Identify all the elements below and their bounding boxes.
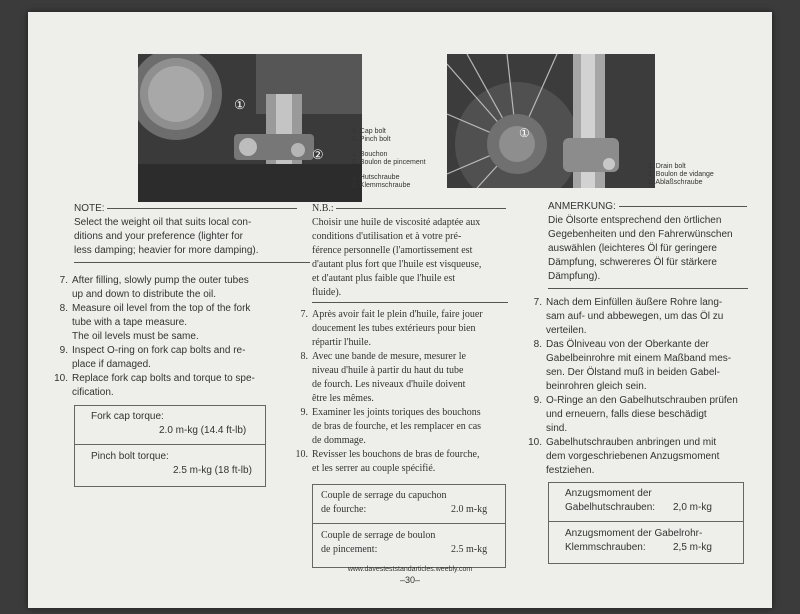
step-line: cification.	[72, 387, 114, 398]
torque-value: 2,0 m-kg	[673, 502, 712, 513]
step-8	[50, 302, 320, 346]
step-line: festziehen.	[546, 465, 595, 476]
step-10	[524, 436, 764, 478]
step-line: sen. Der Ölstand muß in beiden Gabel-	[546, 367, 720, 378]
step-number: 8.	[300, 351, 308, 362]
left-legend-de-1: 1. Hutschraube	[352, 174, 400, 181]
torque-label: Fork cap torque:	[91, 411, 164, 422]
fork-cap-illustration	[138, 54, 362, 202]
wheel-hub-illustration	[447, 54, 655, 188]
torque-label: Klemmschrauben:	[565, 542, 646, 553]
callout-2: ②	[312, 147, 324, 162]
step-line: Nach dem Einfüllen äußere Rohre lang-	[546, 297, 723, 308]
note-heading	[548, 200, 758, 214]
step-line: Revisser les bouchons de bras de fourche,	[312, 449, 480, 460]
note-line: Dämpfung, schwereres Öl für stärkere	[548, 257, 717, 268]
page-number: –30–	[399, 575, 421, 585]
step-9	[524, 394, 764, 436]
step-line: The oil levels must be same.	[72, 331, 199, 342]
left-legend-fr-2: 2. Boulon de pincement	[352, 159, 426, 166]
torque-divider	[549, 521, 743, 522]
step-number: 10.	[528, 437, 542, 448]
step-line: répartir l'huile.	[312, 337, 371, 348]
step-line: After filling, slowly pump the outer tubes	[72, 275, 249, 286]
step-line: und erneuern, falls diese beschädigt	[546, 409, 707, 420]
left-legend-de-2: 2. Klemmschraube	[352, 182, 411, 189]
torque-box	[312, 484, 506, 568]
step-line: sam auf- und abbewegen, um das Öl zu	[546, 311, 724, 322]
callout-1: ①	[519, 126, 530, 140]
torque-label: de pincement:	[321, 544, 378, 555]
step-line: Measure oil level from the top of the fork	[72, 303, 251, 314]
note-line: Select the weight oil that suits local con-	[74, 217, 252, 228]
right-legend-en: 1. Drain bolt	[648, 163, 686, 170]
step-number: 8.	[59, 303, 68, 314]
torque-value: 2,5 m-kg	[673, 542, 712, 553]
torque-label: Anzugsmoment der	[565, 488, 652, 499]
note-rule	[619, 206, 747, 207]
torque-label: Anzugsmoment der Gabelrohr-	[565, 528, 703, 539]
step-line: de dommage.	[312, 435, 366, 446]
note-title: NOTE:	[74, 203, 105, 214]
step-line: doucement les tubes extérieurs pour bien	[312, 323, 476, 334]
left-legend-en-2: 2. Pinch bolt	[352, 136, 391, 143]
note-line: d'autant plus fort que l'huile est visqueuse,	[312, 259, 482, 270]
note-heading	[74, 202, 318, 216]
step-line: et les serrer au couple spécifié.	[312, 463, 436, 474]
left-legend-fr-1: 1. Bouchon	[352, 151, 388, 158]
step-line: dem vorgeschriebenen Anzugsmoment	[546, 451, 720, 462]
step-7	[290, 308, 530, 350]
note-line: Dämpfung).	[548, 271, 601, 282]
note-title: N.B.:	[312, 203, 334, 214]
note-line: conditions d'utilisation et à votre pré-	[312, 231, 462, 242]
torque-value: 2.5 m-kg (18 ft-lb)	[173, 465, 252, 476]
note-rule	[336, 208, 506, 209]
step-number: 10.	[295, 449, 308, 460]
note-rule	[107, 208, 297, 209]
note-line: ditions and your preference (lighter for	[74, 231, 243, 242]
note-line: Choisir une huile de viscosité adaptée aux	[312, 217, 481, 228]
step-number: 7.	[533, 297, 542, 308]
step-line: sind.	[546, 423, 568, 434]
step-line: tube with a tape measure.	[72, 317, 188, 328]
step-8	[524, 338, 764, 394]
step-line: niveau d'huile à partir du haut du tube	[312, 365, 464, 376]
torque-label: Gabelhutschrauben:	[565, 502, 656, 513]
torque-divider	[75, 444, 265, 445]
note-line: et d'autant plus faible que l'huile est	[312, 273, 456, 284]
torque-label: Couple de serrage de boulon	[321, 530, 436, 541]
callout-1: ①	[234, 97, 246, 112]
torque-divider	[313, 523, 505, 524]
step-line: Replace fork cap bolts and torque to spe-	[72, 373, 255, 384]
step-number: 9.	[300, 407, 308, 418]
note-bottom-rule	[312, 302, 508, 303]
note-line: férence personnelle (l'amortissement est	[312, 245, 473, 256]
note-heading	[312, 202, 532, 216]
step-line: Après avoir fait le plein d'huile, faire jouer	[312, 309, 483, 320]
right-legend-fr: 1. Boulon de vidange	[648, 171, 714, 178]
drain-bolt-photo	[447, 54, 655, 188]
note-line: less damping; heavier for more damping).	[74, 245, 259, 256]
torque-value: 2.0 m-kg (14.4 ft-lb)	[159, 425, 247, 436]
step-line: Avec une bande de mesure, mesurer le	[312, 351, 466, 362]
step-line: Inspect O-ring on fork cap bolts and re-	[72, 345, 246, 356]
step-line: place if damaged.	[72, 359, 151, 370]
step-line: Examiner les joints toriques des bouchons	[312, 407, 481, 418]
step-7	[524, 296, 764, 338]
note-bottom-rule	[548, 288, 748, 289]
note-bottom-rule	[74, 262, 310, 263]
step-line: up and down to distribute the oil.	[72, 289, 216, 300]
step-9	[290, 406, 530, 448]
note-line: Gegebenheiten und den Fahrerwünschen	[548, 229, 733, 240]
step-number: 7.	[300, 309, 308, 320]
step-line: beinrohren gleich sein.	[546, 381, 647, 392]
step-line: Gabelbeinrohre mit einem Maßband mes-	[546, 353, 732, 364]
right-legend-de: 1. Ablaßschraube	[648, 179, 703, 186]
step-line: Das Ölniveau von der Oberkante der	[546, 339, 709, 350]
step-line: O-Ringe an den Gabelhutschrauben prüfen	[546, 395, 738, 406]
torque-label: Pinch bolt torque:	[91, 451, 169, 462]
note-title: ANMERKUNG:	[548, 201, 616, 212]
torque-value: 2.0 m-kg	[451, 504, 488, 515]
step-7	[50, 274, 320, 304]
note-line: auswählen (leichteres Öl für geringere	[548, 243, 717, 254]
step-line: être les mêmes.	[312, 393, 374, 404]
step-number: 8.	[533, 339, 542, 350]
step-number: 10.	[54, 373, 68, 384]
torque-box	[74, 405, 266, 487]
step-number: 7.	[59, 275, 68, 286]
step-10	[50, 372, 320, 402]
torque-value: 2.5 m-kg	[451, 544, 488, 555]
step-10	[290, 448, 530, 476]
note-line: Die Ölsorte entsprechend den örtlichen	[548, 215, 722, 226]
left-legend-en-1: 1. Cap bolt	[352, 128, 386, 135]
step-line: Gabelhutschrauben anbringen und mit	[546, 437, 717, 448]
step-number: 9.	[59, 345, 68, 356]
note-line: fluide).	[312, 287, 342, 298]
step-8	[290, 350, 530, 406]
torque-box	[548, 482, 744, 564]
torque-label: de fourche:	[321, 504, 367, 515]
step-number: 9.	[533, 395, 542, 406]
fork-cap-photo	[138, 54, 362, 202]
torque-label: Couple de serrage du capuchon	[321, 490, 447, 501]
manual-page	[28, 12, 772, 608]
step-line: de fourch. Les niveaux d'huile doivent	[312, 379, 466, 390]
step-line: de bras de fourche, et les remplacer en cas	[312, 421, 482, 432]
step-9	[50, 344, 320, 374]
footer-url: www.davesteststandarticles.weebly.com	[347, 566, 473, 573]
step-line: verteilen.	[546, 325, 587, 336]
